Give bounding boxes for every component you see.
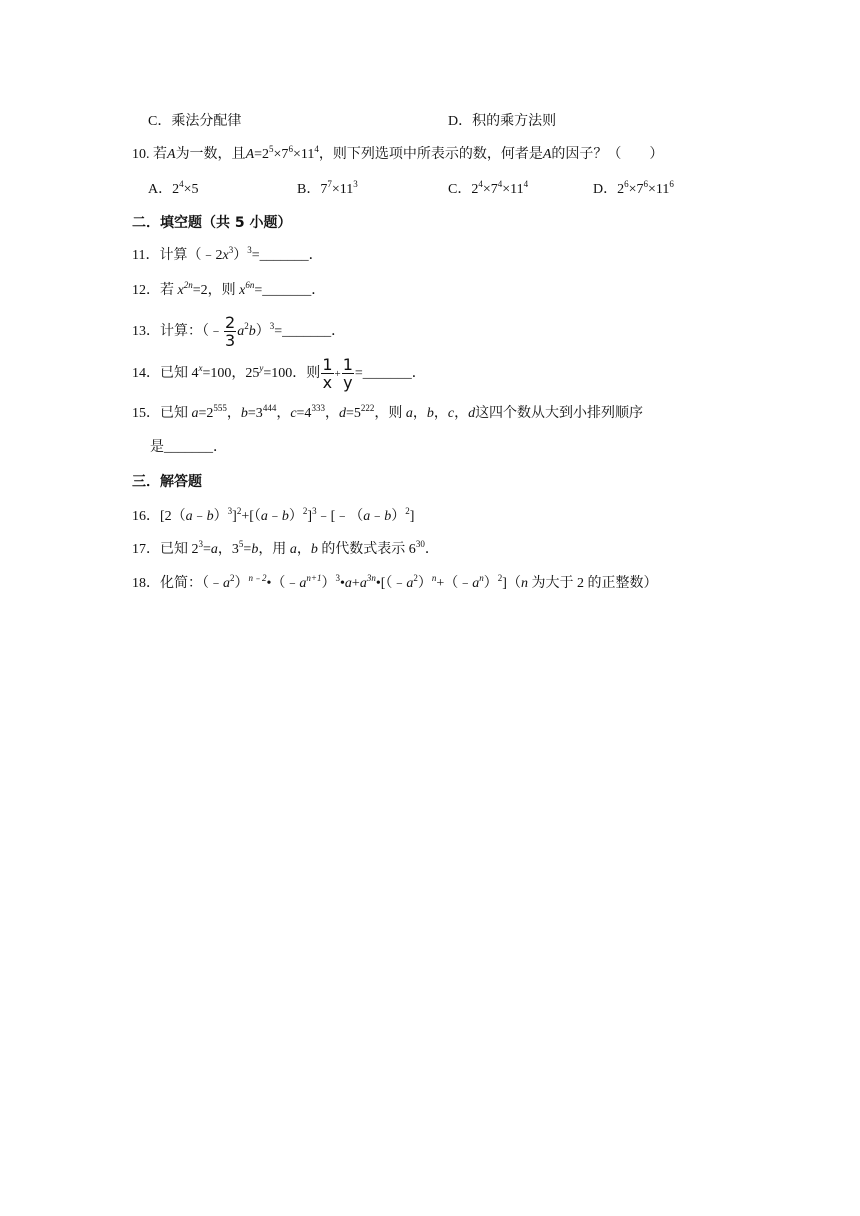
q10-option-d: D．$2^6\times 7^6\times 11^6$	[593, 179, 674, 197]
q9-option-d: D．积的乘方法则	[448, 114, 557, 129]
section-3-heading: 三．解答题	[132, 474, 202, 490]
question-18: 18．化简：$(﹣a^2)^{n﹣2}•(﹣a^{n+1})^3•a+a^{3n}•[(﹣a^2)^n+(﹣a^n)^2](n$ 为大于 2 的正整数）	[132, 573, 658, 591]
q10-option-a: A．$2^4\times 5$	[148, 179, 199, 197]
question-16: 16．[2（a﹣b）$^3$]$^2$+[（a﹣b）$^2$]$^3$﹣[﹣（a﹣b）$^2$]	[132, 506, 415, 524]
question-10: 10. 若A为一数，且$A=2^5\times 7^6\times 11^4$，则下列选项中所表示的数，何者是A的因子？（ ）	[132, 144, 664, 162]
question-15-continued: 是_______．	[150, 440, 227, 455]
question-11: 11．计算$(﹣2x^3)^3=\_\_\_\_\_\_\_$．	[132, 245, 323, 263]
q10-option-b: B．$7^7\times 11^3$	[297, 179, 358, 197]
section-2-heading: 二．填空题（共 5 小题）	[132, 215, 292, 231]
fraction-one-over-y: $\frac{1}{y}$	[342, 355, 353, 393]
fraction-one-over-x: $\frac{1}{x}$	[322, 355, 333, 393]
question-15: 15．已知 $a=2^{555}$，$b=3^{444}$，$c=4^{333}$，$d=5^{222}$，则 a，b，c，d这四个数从大到小排列顺序	[132, 403, 644, 421]
q9-option-c: C．乘法分配律	[148, 114, 242, 129]
question-17: 17．已知 $2^3=a$，$3^5=b$，用 a，b 的代数式表示 $6^{30}$．	[132, 539, 439, 557]
fraction-two-thirds: $\frac{2}{3}$	[225, 313, 236, 351]
question-13: 13．计算：（﹣ $\frac{2}{3}$ $a^2b)^3=\_\_\_\_\_\_\_$．	[132, 313, 346, 351]
q10-option-c: C．$2^4\times 7^4\times 11^4$	[448, 179, 529, 197]
question-12: 12．若 $x^{2n}=2$，则 $x^{6n}=\_\_\_\_\_\_\_$．	[132, 280, 326, 298]
question-14: 14．已知 $4^x=100$，$25^y=100$．则 $\frac{1}{x}$ + $\frac{1}{y}$ =_______．	[132, 355, 426, 393]
